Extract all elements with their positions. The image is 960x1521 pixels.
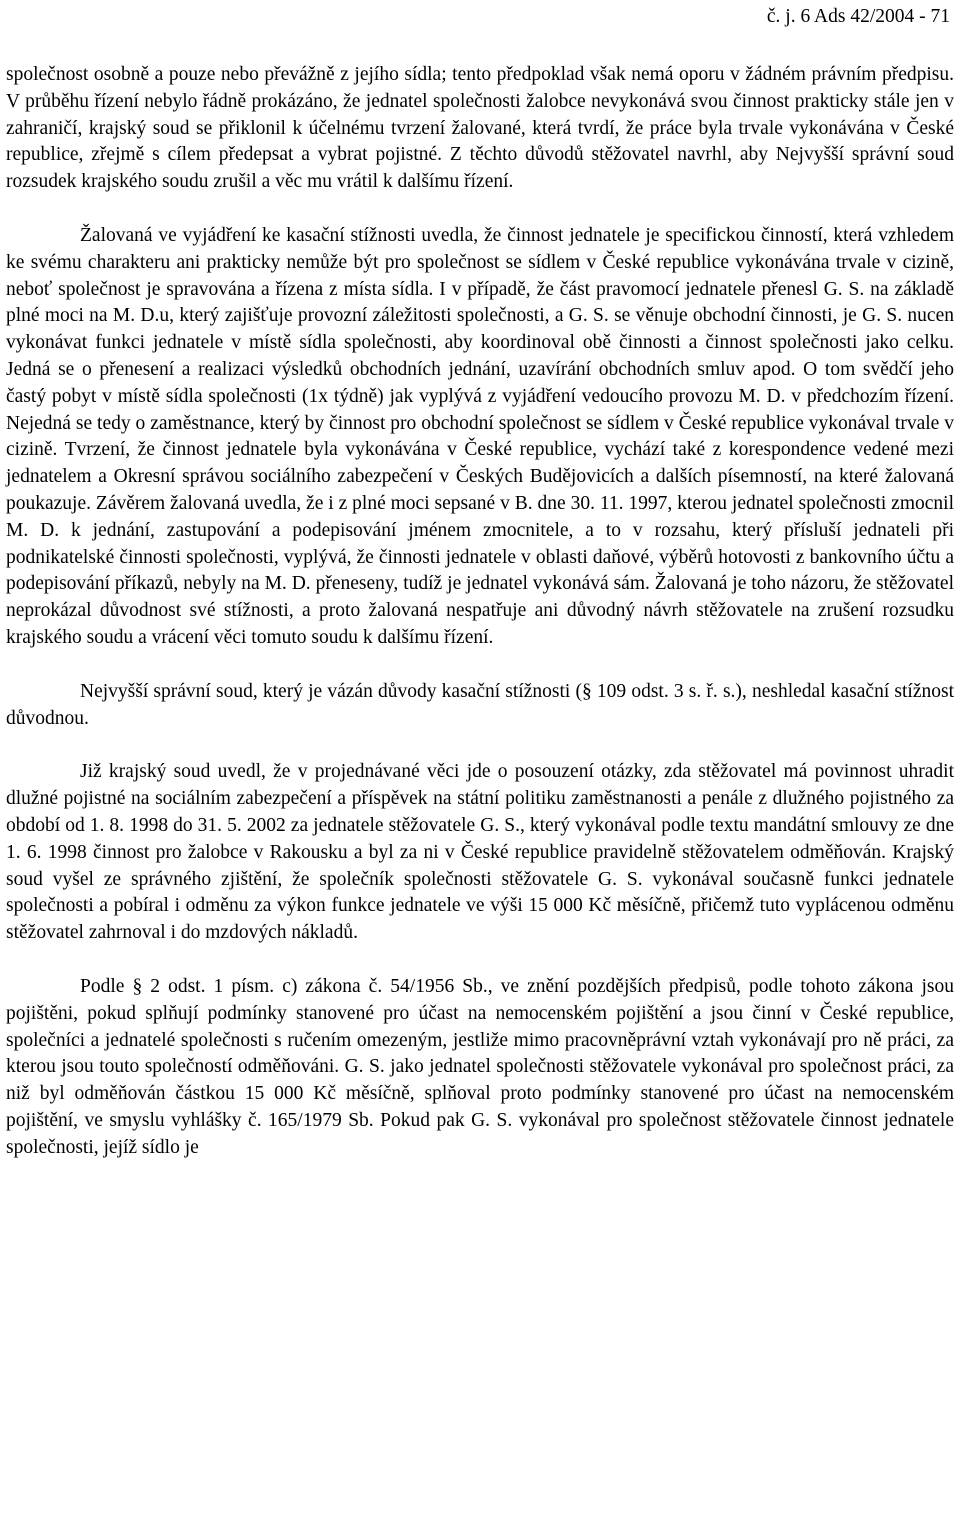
document-body [6, 62, 954, 1161]
paragraph-defendant-statement: Žalovaná ve vyjádření ke kasační stížnosti uvedla, že činnost jednatele je specifickou činností, která vzhledem ke svému charakteru ani prakticky nemůže být pro společnost se sídlem v České republice vykonávána trvale v cizině, neboť společnost je spravována a řízena z místa sídla. I v případě, že část pravomocí jednatele přenesl G. S. na základě plné moci na M. D.u, který zajišťuje provozní záležitosti společnosti, a G. S. se věnuje obchodní činnosti, je G. S. nucen vykonávat funkci jednatele v místě sídla společnosti, aby koordinoval obě činnosti a činnost společnosti jako celku. Jedná se o přenesení a realizaci výsledků obchodních jednání, uzavírání obchodních smluv apod. O tom svědčí jeho častý pobyt v místě sídla společnosti (1x týdně) jak vyplývá z vyjádření vedoucího provozu M. D. v předchozím řízení. Nejedná se tedy o zaměstnance, který by činnost pro obchodní společnost se sídlem v České republice vykonával trvale v cizině. Tvrzení, že činnost jednatele byla vykonávána v České republice, vychází také z korespondence vedené mezi jednatelem a Okresní správou sociálního zabezpečení v Českých Budějovicích a dalších písemností, na které žalovaná poukazuje. Závěrem žalovaná uvedla, že i z plné moci sepsané v B. dne 30. 11. 1997, kterou jednatel společnosti zmocnil M. D. k jednání, zastupování a podepisování jménem zmocnitele, a to v rozsahu, který přísluší jednateli při podnikatelské činnosti společnosti, vyplývá, že činnosti jednatele v oblasti daňové, výběrů hotovosti z bankovního účtu a podepisování příkazů, nebyly na M. D. přeneseny, tudíž je jednatel vykonává sám. Žalovaná je toho názoru, že stěžovatel neprokázal důvodnost své stížnosti, a proto žalovaná nespatřuje ani důvodný návrh stěžovatele na zrušení rozsudku krajského soudu a vrácení věci tomuto soudu k dalšímu řízení. [6, 224, 954, 648]
paragraph-regional-court: Již krajský soud uvedl, že v projednávané věci jde o posouzení otázky, zda stěžovatel má povinnost uhradit dlužné pojistné na sociálním zabezpečení a příspěvek na státní politiku zaměstnanosti a penále z dlužného pojistného za období od 1. 8. 1998 do 31. 5. 2002 za jednatele stěžovatele G. S., který vykonával podle textu mandátní smlouvy ze dne 1. 6. 1998 činnost pro žalobce v Rakousku a byl za ni v České republice pravidelně stěžovatelem odměňován. Krajský soud vyšel ze správného zjištění, že společník společnosti stěžovatele G. S. vykonával současně funkci jednatele společnosti a pobíral i odměnu za výkon funkce jednatele ve výši 15 000 Kč měsíčně, přičemž tuto vyplácenou odměnu stěžovatel zahrnoval i do mzdových nákladů. [6, 761, 954, 944]
case-reference-header: č. j. 6 Ads 42/2004 - 71 [766, 6, 950, 27]
paragraph-legal-provision: Podle § 2 odst. 1 písm. c) zákona č. 54/1956 Sb., ve znění pozdějších předpisů, podle tohoto zákona jsou pojištěni, pokud splňují podmínky stanovené pro účast na nemocenském pojištění a jsou činní v České republice, společníci a jednatelé společnosti s ručením omezeným, jestliže mimo pracovněprávní vztah vykonávají pro ně práci, za kterou jsou touto společností odměňováni. G. S. jako jednatel společnosti stěžovatele vykonával pro společnost práci, za niž byl odměňován částkou 15 000 Kč měsíčně, splňoval proto podmínky stanovené pro účast na nemocenském pojištění, ve smyslu vyhlášky č. 165/1979 Sb. Pokud pak G. S. vykonával pro společnost stěžovatele činnost jednatele společnosti, jejíž sídlo je [6, 975, 954, 1158]
paragraph-continuation: společnost osobně a pouze nebo převážně z jejího sídla; tento předpoklad však nemá oporu v žádném právním předpisu. V průběhu řízení nebylo řádně prokázáno, že jednatel společnosti žalobce nevykonává svou činnost prakticky stále jen v zahraničí, krajský soud se přiklonil k účelnému tvrzení žalované, která tvrdí, že práce byla trvale vykonávána v České republice, zřejmě s cílem předepsat a vybrat pojistné. Z těchto důvodů stěžovatel navrhl, aby Nejvyšší správní soud rozsudek krajského soudu zrušil a věc mu vrátil k dalšímu řízení. [6, 64, 954, 193]
paragraph-court-finding: Nejvyšší správní soud, který je vázán důvody kasační stížnosti (§ 109 odst. 3 s. ř. s.), neshledal kasační stížnost důvodnou. [6, 680, 954, 729]
